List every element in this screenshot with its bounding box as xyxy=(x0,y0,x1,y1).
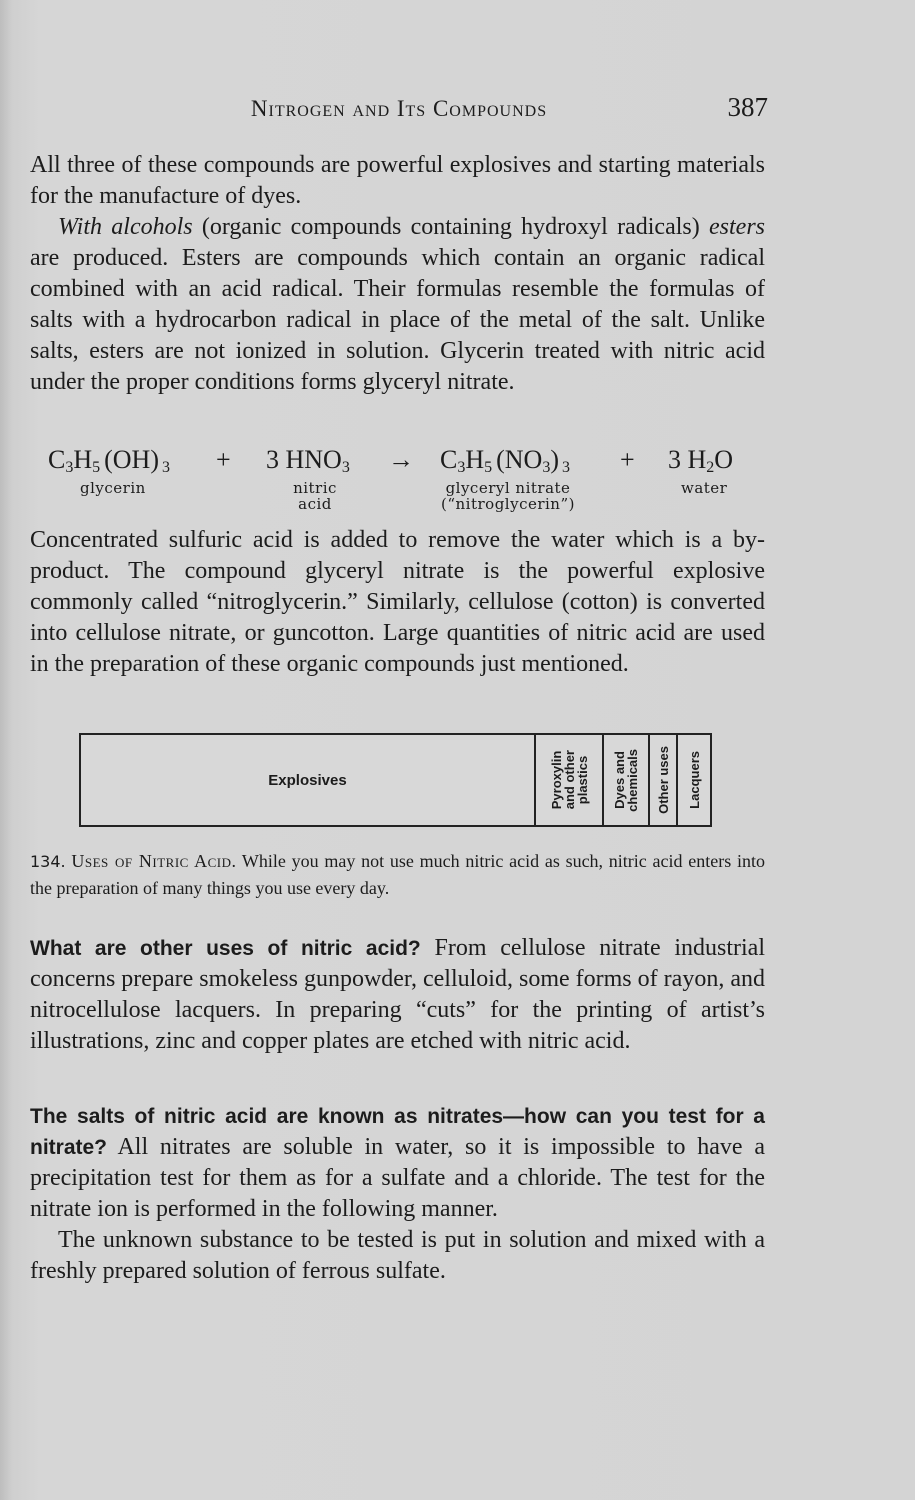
label-nitric-acid: nitric acid xyxy=(293,479,337,513)
paragraph-unknown-substance: The unknown substance to be tested is put in solution and mixed with a freshly prepared solution of ferrous sulfate. xyxy=(30,1227,765,1284)
nitric-acid-uses-bar xyxy=(79,733,712,827)
section-heading-other-uses: What are other uses of nitric acid? xyxy=(30,937,421,960)
caption-text: While you may not use much nitric acid as such, nitric acid enters into the preparation of many things you use every day. xyxy=(30,851,766,898)
paragraph-2-text-a: (organic compounds containing hydroxyl radicals) xyxy=(192,214,709,240)
nitric-acid-formula: 3 $HNO_3$ xyxy=(266,445,350,476)
paragraph-3 xyxy=(30,525,765,680)
section-heading-nitrate-test: The salts of nitric acid are known as nitrates—how can you test for a nitrate? xyxy=(30,1105,765,1159)
figure-title: Uses of Nitric Acid. xyxy=(71,851,237,871)
glyceryl-nitrate-formula: $C_3H_5$ $(NO_3)$ $_3$ xyxy=(440,445,571,476)
label-water: water xyxy=(681,479,728,497)
italic-esters: esters xyxy=(709,214,765,240)
segment-pyroxylin: Pyroxylin and other plastics xyxy=(534,735,602,825)
paragraph-2-text-b: are produced. Esters are compounds which contain an organic radical combined with an acid radical. Their formulas resemble the formulas of salts with a hydrocarbon radical in place of the metal of the salt. Unlike salts, esters are not ionized in solution. Glycerin treated with nitric acid under the proper conditions forms glyceryl nitrate. xyxy=(30,245,765,395)
page-number: 387 xyxy=(727,92,768,122)
label-glyceryl-nitrate: glyceryl nitrate (“nitroglycerin”) xyxy=(440,479,575,513)
section-other-uses xyxy=(30,933,765,1057)
italic-with-alcohols: With alcohols xyxy=(58,214,193,240)
chemical-equation xyxy=(30,445,765,515)
segment-dyes-chemicals: Dyes and chemicals xyxy=(602,735,648,825)
chapter-title: Nitrogen and Its Compounds xyxy=(250,96,548,121)
paragraph-1-text: All three of these compounds are powerful explosives and starting materials for the manufacture of dyes. xyxy=(30,152,765,209)
section-nitrate-test xyxy=(30,1101,765,1287)
figure-number: 134. xyxy=(30,852,66,871)
plus-sign-1: + xyxy=(216,445,231,474)
plus-sign-2: + xyxy=(620,445,635,474)
segment-other-uses: Other uses xyxy=(648,735,676,825)
water-formula: 3 $H_2O$ xyxy=(668,445,734,476)
glycerin-formula: $C_3H_5$ (OH) $_3$ xyxy=(48,445,170,476)
section-text-other-uses: From cellulose nitrate industrial concerns prepare smokeless gunpowder, celluloid, some forms of rayon, and nitrocellulose lacquers. In preparing “cuts” for the printing of artist’s illustrations, zinc and copper plates are etched with nitric acid. xyxy=(30,935,765,1054)
paragraph-1 xyxy=(30,150,765,398)
segment-explosives: Explosives xyxy=(268,771,347,789)
paragraph-3-text: Concentrated sulfuric acid is added to remove the water which is a by-product. The compound glyceryl nitrate is the powerful explosive commonly called “nitroglycerin.” Similarly, cellulose (cotton) is converted into cellulose nitrate, or guncotton. Large quantities of nitric acid are used in the preparation of these organic compounds just mentioned. xyxy=(30,527,765,677)
reaction-arrow: → xyxy=(388,445,414,474)
figure-caption xyxy=(30,848,765,901)
paragraph-2 xyxy=(30,212,765,398)
label-glycerin: glycerin xyxy=(80,479,146,497)
segment-lacquers: Lacquers xyxy=(676,735,710,825)
section-text-nitrate-test: All nitrates are soluble in water, so it is impossible to have a precipitation test for them as for a sulfate and a chloride. The test for the nitrate ion is performed in the following manner. xyxy=(30,1134,765,1222)
running-header xyxy=(30,92,768,126)
